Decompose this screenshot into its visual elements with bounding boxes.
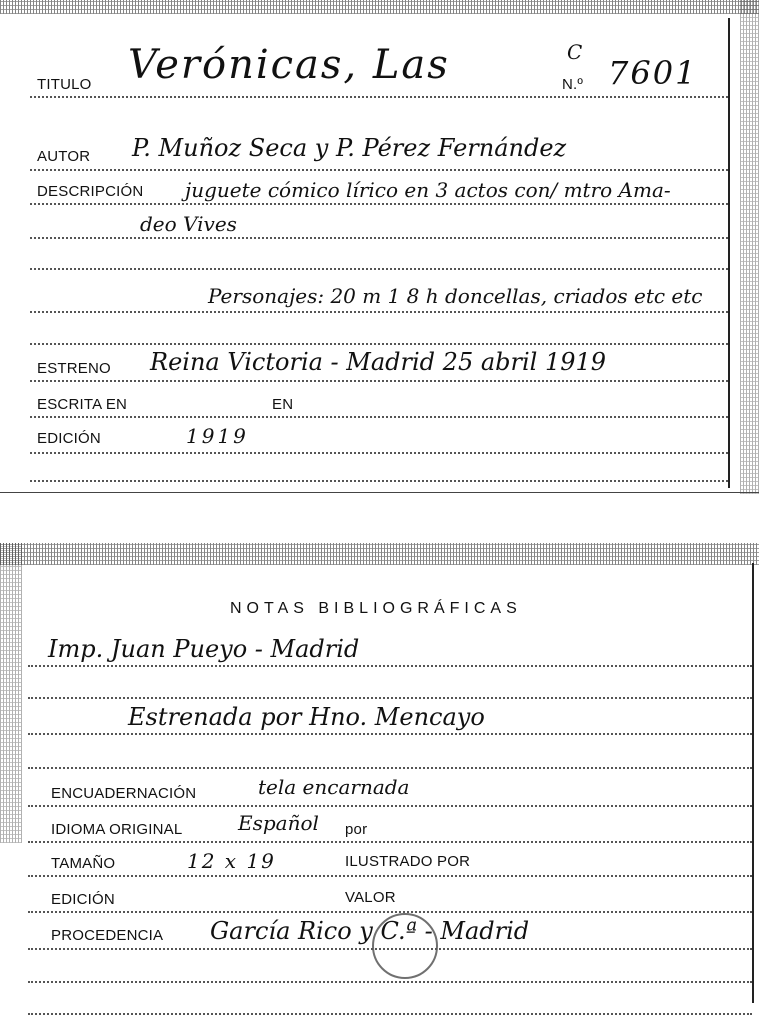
estreno-value: Reina Victoria - Madrid 25 abril 1919 — [150, 348, 607, 376]
edicion-label: EDICIÓN — [37, 430, 101, 447]
numero-value: 7601 — [608, 54, 698, 92]
ruled-line — [30, 169, 728, 171]
titulo-value: Verónicas, Las — [128, 42, 450, 88]
titulo-label: TITULO — [37, 76, 92, 93]
ruled-line — [30, 311, 728, 313]
ruled-line — [28, 875, 752, 877]
ruled-line — [28, 733, 752, 735]
ruled-line — [30, 480, 728, 482]
idioma-label: IDIOMA ORIGINAL — [51, 821, 183, 838]
ruled-line — [30, 237, 728, 239]
descripcion-value-line2: deo Vives — [140, 212, 237, 236]
ruled-line — [28, 805, 752, 807]
ruled-line — [28, 767, 752, 769]
numero-mark: C — [567, 40, 583, 64]
ruled-line — [30, 452, 728, 454]
descripcion-value-line1: juguete cómico lírico en 3 actos con/ mtro Ama- — [185, 178, 671, 202]
encuadernacion-label: ENCUADERNACIÓN — [51, 785, 197, 802]
edicion-label-back: EDICIÓN — [51, 891, 115, 908]
nota-line-2: Estrenada por Hno. Mencayo — [128, 703, 485, 731]
ruled-line — [28, 981, 752, 983]
valor-label: VALOR — [345, 889, 396, 906]
edicion-value: 1919 — [186, 424, 249, 448]
autor-value: P. Muñoz Seca y P. Pérez Fernández — [132, 134, 567, 162]
numero-label: N.º — [562, 76, 584, 93]
card-margin-line — [728, 18, 730, 488]
escrita-en-label: ESCRITA EN — [37, 396, 128, 413]
autor-label: AUTOR — [37, 148, 91, 165]
idioma-value: Español — [238, 811, 319, 835]
ink-stamp-icon — [372, 913, 438, 979]
card-edge-texture — [0, 543, 759, 565]
card-margin-line — [752, 563, 754, 1003]
ruled-line — [28, 697, 752, 699]
card-edge-texture — [0, 0, 759, 14]
ruled-line — [30, 416, 728, 418]
ruled-line — [28, 1013, 752, 1015]
nota-line-1: Imp. Juan Pueyo - Madrid — [48, 635, 360, 663]
ruled-line — [30, 268, 728, 270]
personajes-value: Personajes: 20 m 1 8 h doncellas, criados etc etc — [208, 284, 703, 308]
por-label: por — [345, 821, 368, 838]
ruled-line — [28, 948, 752, 950]
ruled-line — [30, 96, 728, 98]
card-edge-texture — [740, 0, 759, 494]
ruled-line — [30, 380, 728, 382]
ruled-line — [30, 203, 728, 205]
descripcion-label: DESCRIPCIÓN — [37, 183, 144, 200]
ruled-line — [30, 343, 728, 345]
estreno-label: ESTRENO — [37, 360, 111, 377]
ruled-line — [28, 911, 752, 913]
card-edge-texture — [0, 543, 22, 843]
procedencia-label: PROCEDENCIA — [51, 927, 164, 944]
catalog-card-front — [0, 0, 759, 494]
tamano-label: TAMAÑO — [51, 855, 116, 872]
procedencia-value: García Rico y C.ª - Madrid — [210, 917, 530, 945]
notas-heading: NOTAS BIBLIOGRÁFICAS — [230, 600, 522, 617]
catalog-card-back — [0, 543, 759, 1028]
ruled-line — [28, 841, 752, 843]
tamano-value: 12 x 19 — [187, 849, 276, 873]
ruled-line — [28, 665, 752, 667]
card-bottom-edge — [0, 492, 759, 493]
en-label: EN — [272, 396, 294, 413]
ilustrado-label: ILUSTRADO POR — [345, 853, 471, 870]
encuadernacion-value: tela encarnada — [258, 775, 410, 799]
